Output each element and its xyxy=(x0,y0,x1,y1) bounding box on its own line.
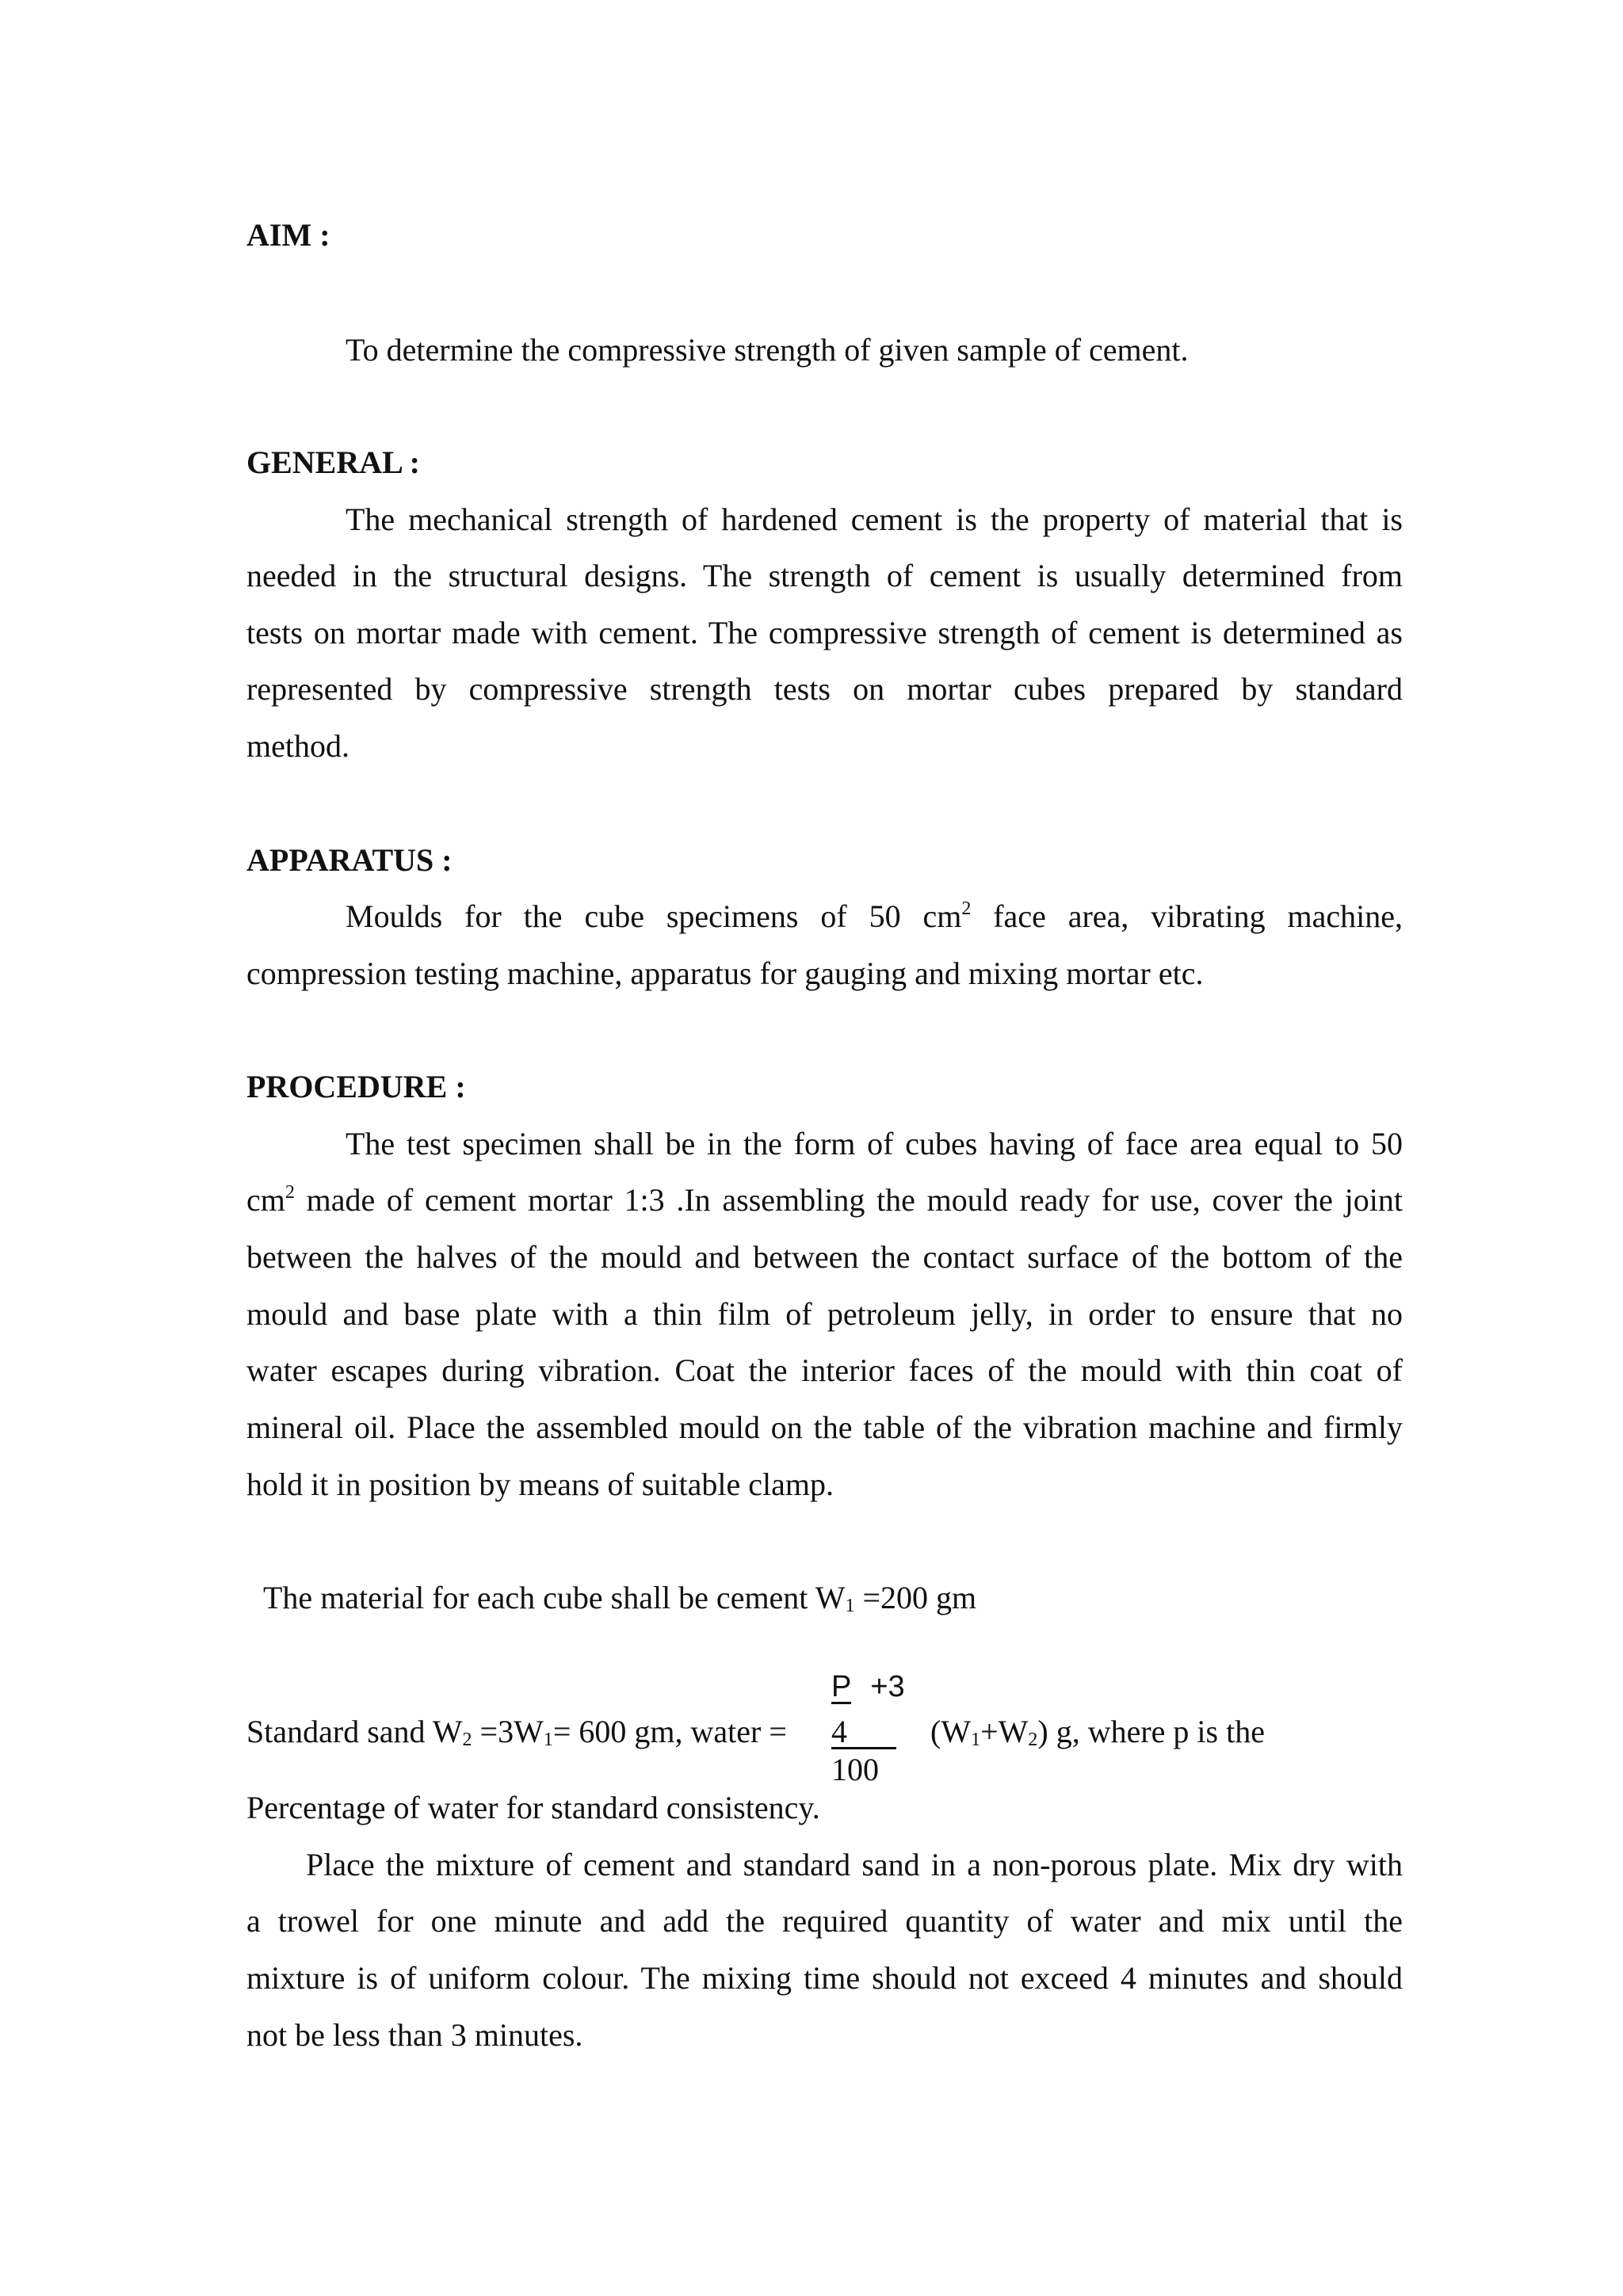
general-line: The mechanical strength of hardened cement is the property of material that is xyxy=(346,502,1403,537)
mixing-line: a trowel for one minute and add the required quantity of water and mix until the xyxy=(246,1903,1403,1939)
formula-text: +W xyxy=(980,1714,1029,1749)
formula-weights xyxy=(930,1713,1265,1751)
formula-text: ) g, where p is the xyxy=(1037,1714,1265,1749)
subscript: 2 xyxy=(462,1730,472,1750)
formula-numerator-top xyxy=(831,1667,905,1706)
apparatus-line xyxy=(346,898,1403,936)
formula-text: (W xyxy=(930,1714,972,1749)
general-line: method. xyxy=(246,728,349,764)
subscript: 1 xyxy=(845,1596,855,1616)
procedure-line xyxy=(246,1181,1403,1219)
apparatus-heading: APPARATUS : xyxy=(246,842,453,878)
mixing-line: mixture is of uniform colour. The mixing time should not exceed 4 minutes and should xyxy=(246,1960,1403,1996)
apparatus-line: compression testing machine, apparatus for gauging and mixing mortar etc. xyxy=(246,955,1204,991)
aim-text: To determine the compressive strength of given sample of cement. xyxy=(346,332,1189,368)
apparatus-text: face area, vibrating machine, xyxy=(971,898,1403,934)
formula-text: =3W xyxy=(472,1714,544,1749)
general-line: represented by compressive strength tests on mortar cubes prepared by standard xyxy=(246,671,1403,707)
formula-denominator: 100 xyxy=(831,1752,879,1787)
material-value: =200 gm xyxy=(854,1580,977,1615)
formula-text: = 600 gm, water = xyxy=(552,1714,787,1749)
procedure-line: between the halves of the mould and between the contact surface of the bottom of the xyxy=(246,1239,1403,1275)
subscript: 1 xyxy=(543,1730,553,1750)
subscript: 1 xyxy=(971,1730,981,1750)
general-heading: GENERAL : xyxy=(246,444,420,480)
procedure-text: cm xyxy=(246,1182,285,1218)
procedure-line: water escapes during vibration. Coat the interior faces of the mould with thin coat of xyxy=(246,1352,1403,1388)
superscript: 2 xyxy=(961,898,972,919)
procedure-text: made of cement mortar 1:3 .In assembling the mould ready for use, cover the joint xyxy=(294,1182,1403,1218)
subscript: 2 xyxy=(1028,1730,1038,1750)
superscript: 2 xyxy=(285,1182,295,1203)
general-line: needed in the structural designs. The strength of cement is usually determined from xyxy=(246,558,1403,593)
formula-p: P xyxy=(831,1670,852,1703)
procedure-line: hold it in position by means of suitable clamp. xyxy=(246,1466,834,1502)
general-line: tests on mortar made with cement. The compressive strength of cement is determined as xyxy=(246,615,1403,650)
apparatus-text: Moulds for the cube specimens of 50 cm xyxy=(346,898,962,934)
formula-plus-three: +3 xyxy=(870,1670,905,1703)
procedure-heading: PROCEDURE : xyxy=(246,1069,466,1104)
formula-note: Percentage of water for standard consistency. xyxy=(246,1790,820,1825)
formula-fraction-middle xyxy=(831,1713,896,1751)
formula-text: Standard sand W xyxy=(246,1714,463,1749)
material-text: The material for each cube shall be cement W xyxy=(263,1580,846,1615)
material-line xyxy=(263,1579,976,1617)
mixing-line: Place the mixture of cement and standard sand in a non-porous plate. Mix dry with xyxy=(306,1847,1403,1882)
procedure-line: mould and base plate with a thin film of petroleum jelly, in order to ensure that no xyxy=(246,1296,1403,1332)
procedure-line: The test specimen shall be in the form of cubes having of face area equal to 50 xyxy=(346,1126,1403,1161)
formula-four: 4 xyxy=(831,1717,896,1749)
procedure-line: mineral oil. Place the assembled mould on the table of the vibration machine and firmly xyxy=(246,1409,1403,1445)
formula-line xyxy=(246,1713,787,1751)
aim-heading: AIM : xyxy=(246,217,330,253)
mixing-line: not be less than 3 minutes. xyxy=(246,2017,583,2053)
